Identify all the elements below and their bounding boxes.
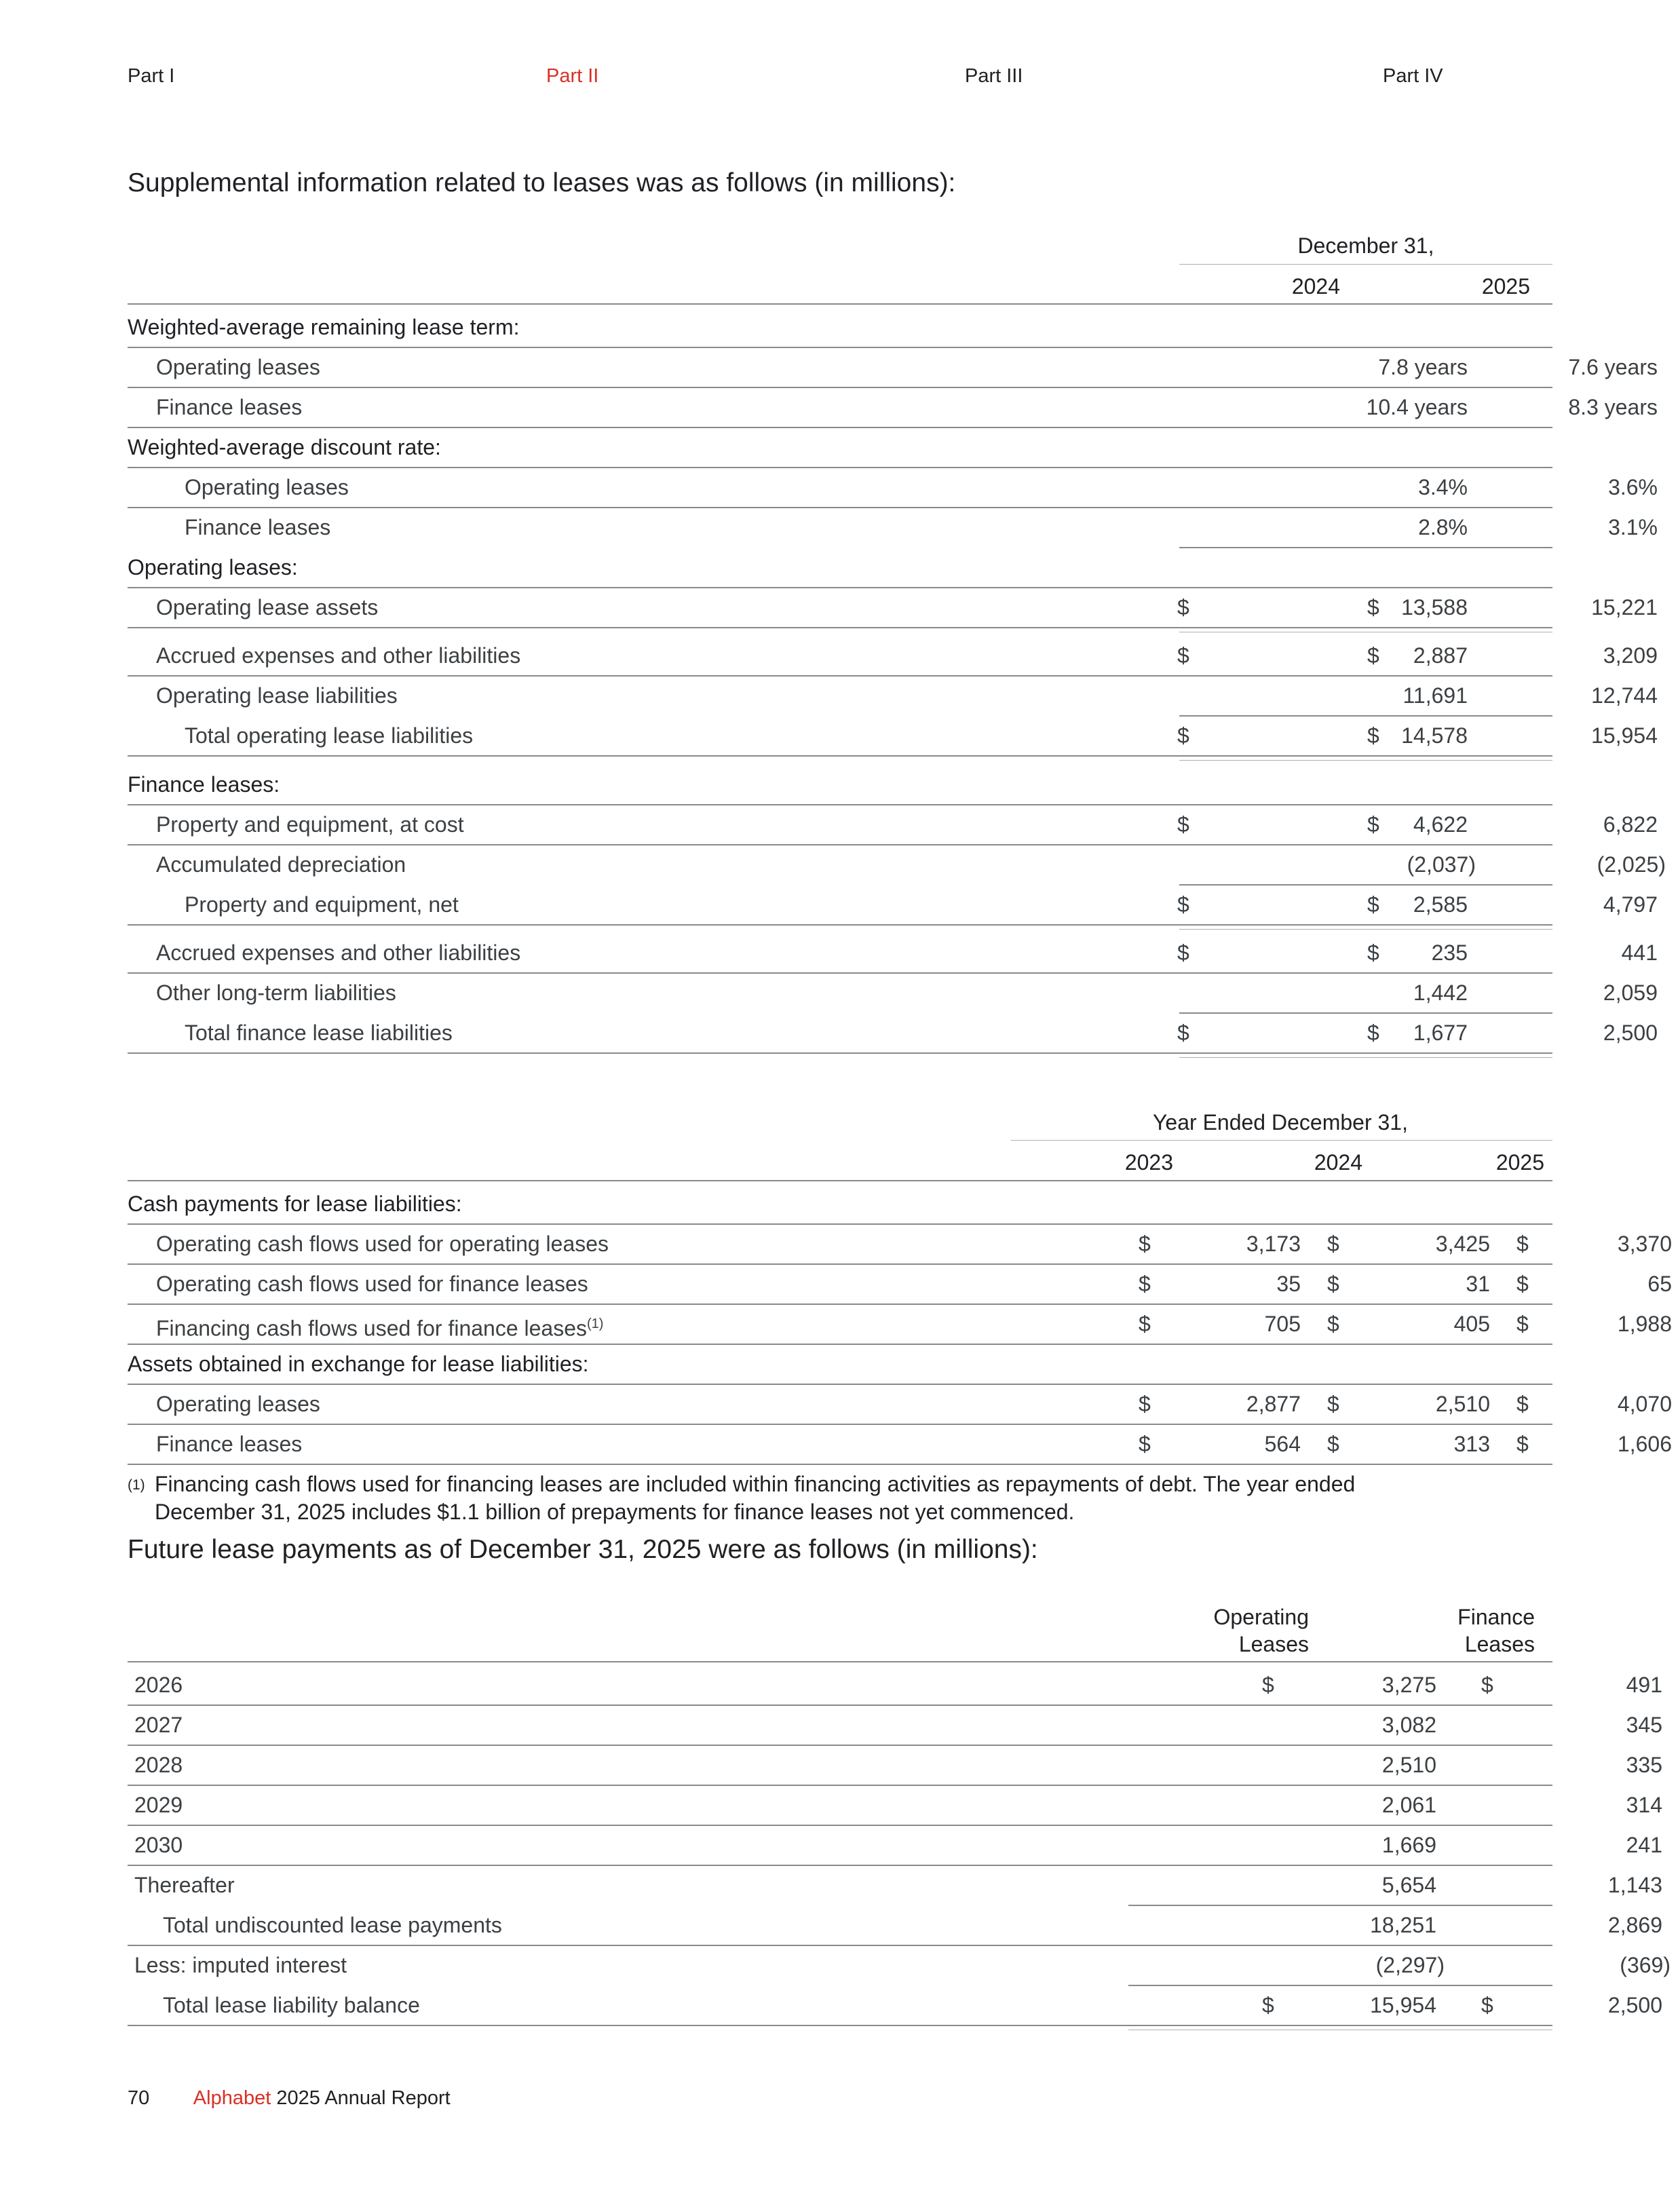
row-label-thereafter	[134, 1865, 235, 1905]
row-label-text: Finance leases:	[128, 772, 280, 797]
table3-header-rule	[128, 1661, 1552, 1662]
cell-value: 314	[1626, 1793, 1662, 1817]
table2-group-rule	[1011, 1140, 1552, 1141]
row-divider	[128, 2025, 1552, 2026]
row-label-text: Accrued expenses and other liabilities	[156, 643, 521, 668]
row-label-finance-leases	[156, 387, 302, 427]
dollar-sign: $	[1177, 643, 1189, 668]
row-label-text: Property and equipment, net	[185, 892, 459, 917]
dollar-sign: $	[1481, 1993, 1493, 2017]
cell-value: 1,677	[1413, 1021, 1468, 1045]
table-row	[128, 1384, 1672, 1424]
table3-col-operating-line1: Operating	[1213, 1605, 1309, 1629]
row-label-text: Operating leases	[156, 1392, 320, 1416]
total-double-rule	[1179, 1057, 1552, 1058]
dollar-sign: $	[1177, 892, 1189, 917]
cell-value: 1,442	[1413, 981, 1468, 1005]
cell-value: 35	[1276, 1272, 1301, 1296]
dollar-sign: $	[1327, 1232, 1339, 1256]
row-label-2030	[134, 1825, 183, 1865]
dollar-sign: $	[1327, 1392, 1339, 1416]
nav-part-ii[interactable]: Part II	[546, 65, 599, 87]
row-label-property-and-equipment-net	[185, 885, 459, 924]
cell-value: 15,954	[1591, 723, 1658, 748]
row-label-text: Operating lease assets	[156, 595, 379, 620]
table-row	[128, 805, 1658, 844]
table-row	[128, 1224, 1672, 1263]
nav-part-iii[interactable]: Part III	[965, 65, 1023, 87]
cell-value: 2,510	[1435, 1392, 1490, 1416]
table-row	[128, 1665, 1662, 1705]
cell-value: (2,025)	[1597, 852, 1666, 877]
row-divider	[128, 627, 1552, 628]
table-row	[128, 933, 1658, 972]
cell-value: 405	[1453, 1312, 1490, 1336]
table-row	[128, 468, 1658, 507]
row-label-2027	[134, 1705, 183, 1745]
row-label-operating-leases	[156, 347, 320, 387]
row-label-2029	[134, 1785, 183, 1825]
table2-col-2024: 2024	[1314, 1150, 1362, 1175]
cell-value: 12,744	[1591, 683, 1658, 708]
table-row	[128, 427, 1552, 467]
table-row	[128, 716, 1658, 755]
table-row	[128, 1945, 1671, 1985]
cell-value: 7.6 years	[1568, 355, 1658, 379]
dollar-sign: $	[1516, 1392, 1529, 1416]
cell-value: 6,822	[1603, 812, 1658, 837]
cell-value: 2,510	[1381, 1753, 1436, 1777]
cell-value: 11,691	[1402, 683, 1468, 708]
table-row	[128, 1344, 1552, 1384]
table-row	[128, 1304, 1672, 1344]
table-row	[128, 1264, 1672, 1303]
table-row	[128, 1013, 1658, 1052]
row-label-operating-leases	[185, 468, 349, 507]
cell-value: 3,173	[1246, 1232, 1301, 1256]
dollar-sign: $	[1177, 595, 1189, 620]
table2-header-rule	[128, 1180, 1552, 1181]
row-label-text: 2027	[134, 1713, 183, 1737]
cell-value: 3,275	[1381, 1673, 1436, 1697]
row-label-weighted-average-remaining-lease-term	[128, 307, 519, 347]
table1-group-rule	[1179, 264, 1552, 265]
dollar-sign: $	[1262, 1993, 1274, 2017]
dollar-sign: $	[1327, 1272, 1339, 1296]
row-divider	[128, 755, 1552, 757]
future-payments-heading: Future lease payments as of December 31, 2025 were as follows (in millions):	[128, 1535, 1038, 1564]
table-row	[128, 676, 1658, 715]
cell-value: (369)	[1620, 1953, 1671, 1977]
cell-value: (2,297)	[1375, 1953, 1445, 1977]
table1-col-2024: 2024	[1291, 274, 1340, 299]
row-label-finance-leases	[156, 1424, 302, 1464]
footnote-reference: (1)	[587, 1316, 604, 1331]
cell-value: 491	[1626, 1673, 1662, 1697]
row-label-operating-cash-flows-used-for-operating-leases	[156, 1224, 609, 1263]
row-label-text: Operating leases:	[128, 555, 298, 579]
dollar-sign: $	[1139, 1392, 1151, 1416]
row-label-text: Total operating lease liabilities	[185, 723, 474, 748]
table-row	[128, 588, 1658, 627]
cell-value: 4,070	[1617, 1392, 1672, 1416]
table-row	[128, 636, 1658, 675]
footer-brand: Alphabet	[193, 2087, 271, 2109]
row-label-accrued-expenses-and-other-liabilities	[156, 636, 520, 675]
row-label-2028	[134, 1745, 183, 1785]
row-divider	[128, 1052, 1552, 1054]
footnote-line-2: December 31, 2025 includes $1.1 billion of prepayments for finance leases not yet commenced.	[155, 1500, 1075, 1524]
page-footer	[128, 2087, 451, 2110]
table-row	[128, 845, 1666, 884]
cell-value: (2,037)	[1407, 852, 1476, 877]
cell-value: 10.4 years	[1366, 395, 1468, 419]
row-label-2026	[134, 1665, 183, 1705]
dollar-sign: $	[1177, 940, 1189, 965]
cell-value: 8.3 years	[1568, 395, 1658, 419]
row-divider	[128, 924, 1552, 926]
cell-value: 3.6%	[1608, 475, 1658, 499]
cell-value: 65	[1647, 1272, 1672, 1296]
cell-value: 3,370	[1617, 1232, 1672, 1256]
row-label-text: Thereafter	[134, 1873, 235, 1897]
table-row	[128, 1905, 1662, 1945]
cell-value: 1,988	[1617, 1312, 1672, 1336]
row-label-operating-lease-assets	[156, 588, 378, 627]
total-double-rule	[1179, 760, 1552, 761]
row-label-finance-leases	[128, 765, 280, 804]
table-row	[128, 1424, 1672, 1464]
cell-value: 345	[1626, 1713, 1662, 1737]
table-row	[128, 973, 1658, 1012]
cell-value: 3,209	[1603, 643, 1658, 668]
cell-value: 7.8 years	[1378, 355, 1468, 379]
dollar-sign: $	[1327, 1312, 1339, 1336]
dollar-sign: $	[1516, 1432, 1529, 1456]
table3-col-finance-line1: Finance	[1457, 1605, 1535, 1629]
dollar-sign: $	[1139, 1232, 1151, 1256]
cell-value: 5,654	[1381, 1873, 1436, 1897]
cell-value: 2,500	[1603, 1021, 1658, 1045]
cell-value: 3.4%	[1418, 475, 1468, 499]
table-row	[128, 1865, 1662, 1905]
cell-value: 2,887	[1413, 643, 1468, 668]
cell-value: 441	[1621, 940, 1658, 965]
table-row	[128, 1785, 1662, 1825]
dollar-sign: $	[1177, 1021, 1189, 1045]
table-row	[128, 765, 1552, 804]
cell-value: 2,585	[1413, 892, 1468, 917]
cell-value: 1,669	[1381, 1833, 1436, 1857]
cell-value: 313	[1453, 1432, 1490, 1456]
table-row	[128, 1705, 1662, 1745]
table-row	[128, 307, 1552, 347]
row-label-text: Operating lease liabilities	[156, 683, 398, 708]
cell-value: 31	[1466, 1272, 1490, 1296]
cell-value: 564	[1264, 1432, 1301, 1456]
page-number: 70	[128, 2087, 150, 2109]
cell-value: 3,082	[1381, 1713, 1436, 1737]
table2-col-2023: 2023	[1124, 1150, 1173, 1175]
row-label-text: 2026	[134, 1673, 183, 1697]
row-label-operating-lease-liabilities	[156, 676, 398, 715]
table3-col-finance-line2: Leases	[1464, 1632, 1535, 1656]
row-label-text: Weighted-average discount rate:	[128, 435, 441, 459]
row-label-less-imputed-interest	[134, 1945, 347, 1985]
dollar-sign: $	[1327, 1432, 1339, 1456]
cell-value: 705	[1264, 1312, 1301, 1336]
dollar-sign: $	[1177, 723, 1189, 748]
cell-value: 4,622	[1413, 812, 1468, 837]
row-label-text: Total undiscounted lease payments	[163, 1913, 502, 1937]
cell-value: 2,059	[1603, 981, 1658, 1005]
row-label-text: Operating leases	[156, 355, 320, 379]
dollar-sign: $	[1481, 1673, 1493, 1697]
cell-value: 1,606	[1617, 1432, 1672, 1456]
row-label-text: Cash payments for lease liabilities:	[128, 1192, 462, 1216]
cell-value: 2,061	[1381, 1793, 1436, 1817]
row-label-total-undiscounted-lease-payments	[163, 1905, 502, 1945]
row-label-text: Less: imputed interest	[134, 1953, 347, 1977]
row-label-operating-leases	[156, 1384, 320, 1424]
supplemental-info-heading: Supplemental information related to leases was as follows (in millions):	[128, 168, 956, 197]
row-label-accrued-expenses-and-other-liabilities	[156, 933, 520, 972]
dollar-sign: $	[1139, 1432, 1151, 1456]
row-label-text: 2028	[134, 1753, 183, 1777]
table-row	[128, 1745, 1662, 1785]
row-label-text: Accumulated depreciation	[156, 852, 406, 877]
table-row	[128, 1985, 1662, 2025]
row-label-property-and-equipment-at-cost	[156, 805, 464, 844]
row-label-text: Total lease liability balance	[163, 1993, 420, 2017]
row-label-financing-cash-flows-used-for-finance-leases	[156, 1304, 603, 1344]
dollar-sign: $	[1367, 595, 1379, 620]
total-double-rule	[1179, 929, 1552, 930]
cell-value: 2,877	[1246, 1392, 1301, 1416]
row-label-cash-payments-for-lease-liabilities	[128, 1184, 462, 1223]
row-label-text: Financing cash flows used for finance leases	[156, 1316, 588, 1341]
row-label-text: 2030	[134, 1833, 183, 1857]
row-label-assets-obtained-in-exchange-for-lease-liabilities	[128, 1344, 589, 1384]
cell-value: 241	[1626, 1833, 1662, 1857]
table1-header-rule	[128, 303, 1552, 305]
row-label-total-operating-lease-liabilities	[185, 716, 473, 755]
cell-value: 4,797	[1603, 892, 1658, 917]
table2-col-2025: 2025	[1495, 1150, 1544, 1175]
dollar-sign: $	[1139, 1272, 1151, 1296]
row-label-text: Weighted-average remaining lease term:	[128, 315, 520, 339]
row-label-total-lease-liability-balance	[163, 1985, 420, 2025]
table1-col-2025: 2025	[1481, 274, 1530, 299]
nav-part-iv[interactable]: Part IV	[1383, 65, 1443, 87]
dollar-sign: $	[1262, 1673, 1274, 1697]
cell-value: 3.1%	[1608, 515, 1658, 539]
dollar-sign: $	[1139, 1312, 1151, 1336]
row-label-text: Operating leases	[185, 475, 349, 499]
dollar-sign: $	[1516, 1312, 1529, 1336]
row-label-finance-leases	[185, 508, 330, 547]
dollar-sign: $	[1367, 812, 1379, 837]
footnote-marker: (1)	[128, 1477, 145, 1493]
table-row	[128, 347, 1658, 387]
row-label-text: Finance leases	[156, 1432, 303, 1456]
cell-value: 1,143	[1607, 1873, 1662, 1897]
footnote-line-1: Financing cash flows used for financing leases are included within financing activities as repayments of debt. The year ended	[155, 1472, 1356, 1496]
cell-value: 14,578	[1401, 723, 1468, 748]
row-label-operating-leases	[128, 548, 298, 587]
cell-value: 2.8%	[1418, 515, 1468, 539]
dollar-sign: $	[1367, 1021, 1379, 1045]
row-label-text: Property and equipment, at cost	[156, 812, 464, 837]
row-label-text: Assets obtained in exchange for lease liabilities:	[128, 1352, 589, 1376]
table2-group-header: Year Ended December 31,	[1153, 1110, 1408, 1135]
dollar-sign: $	[1367, 940, 1379, 965]
row-label-text: Total finance lease liabilities	[185, 1021, 453, 1045]
row-label-text: 2029	[134, 1793, 183, 1817]
row-label-total-finance-lease-liabilities	[185, 1013, 453, 1052]
cell-value: 2,500	[1607, 1993, 1662, 2017]
row-label-text: Other long-term liabilities	[156, 981, 396, 1005]
dollar-sign: $	[1367, 723, 1379, 748]
table-row	[128, 885, 1658, 924]
row-label-accumulated-depreciation	[156, 845, 406, 884]
row-divider	[128, 1464, 1552, 1465]
cell-value: 15,221	[1591, 595, 1658, 620]
table-row	[128, 548, 1552, 587]
dollar-sign: $	[1516, 1272, 1529, 1296]
table1-group-header: December 31,	[1297, 233, 1434, 258]
nav-part-i[interactable]: Part I	[128, 65, 175, 87]
row-label-text: Operating cash flows used for operating leases	[156, 1232, 609, 1256]
cell-value: 2,869	[1607, 1913, 1662, 1937]
table-row	[128, 1184, 1552, 1223]
table-row	[128, 387, 1658, 427]
dollar-sign: $	[1177, 812, 1189, 837]
cell-value: 3,425	[1435, 1232, 1490, 1256]
cell-value: 13,588	[1401, 595, 1468, 620]
row-label-text: Finance leases	[156, 395, 303, 419]
footer-title: 2025 Annual Report	[271, 2087, 451, 2109]
row-label-other-long-term-liabilities	[156, 973, 396, 1012]
row-label-operating-cash-flows-used-for-finance-leases	[156, 1264, 588, 1303]
row-label-weighted-average-discount-rate	[128, 427, 441, 467]
cell-value: 235	[1431, 940, 1468, 965]
dollar-sign: $	[1367, 643, 1379, 668]
row-label-text: Finance leases	[185, 515, 331, 539]
row-label-text: Operating cash flows used for finance leases	[156, 1272, 588, 1296]
cell-value: 335	[1626, 1753, 1662, 1777]
row-label-text: Accrued expenses and other liabilities	[156, 940, 521, 965]
table3-col-operating-line2: Leases	[1238, 1632, 1309, 1656]
table-row	[128, 1825, 1662, 1865]
cell-value: 15,954	[1370, 1993, 1436, 2017]
cell-value: 18,251	[1370, 1913, 1436, 1937]
dollar-sign: $	[1367, 892, 1379, 917]
dollar-sign: $	[1516, 1232, 1529, 1256]
table-row	[128, 508, 1658, 547]
